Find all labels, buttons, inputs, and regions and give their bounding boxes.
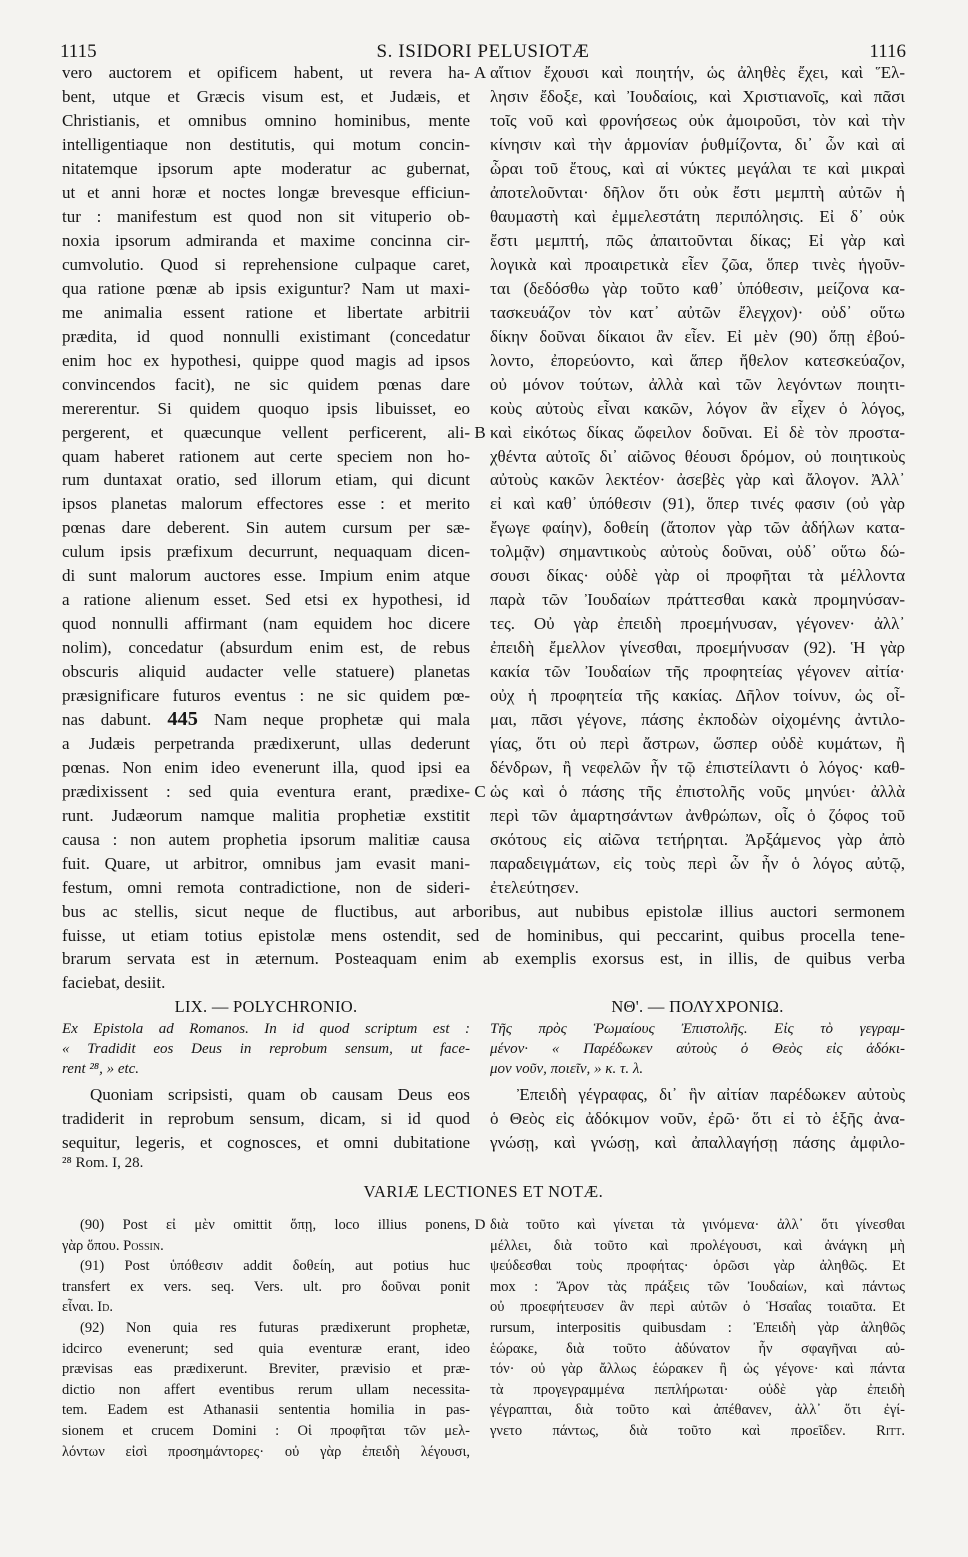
editor-attribution: Possin. (123, 1237, 164, 1254)
greek-line: Ἐπειδὴ γέγραφας, δι᾽ ἣν αἰτίαν παρέδωκεν αὐτοὺς (517, 1085, 905, 1104)
greek-line: αἴτιον ἔχουσι καὶ ποιητήν, ὡς ἀληθὲς ἔχει, καὶ Ἕλ- (490, 63, 905, 82)
greek-letter-subtitle (490, 1019, 905, 1079)
greek-line: ἀποτελοῦνται· δῆλον ὅτι οὐκ ἔστι μεμπτὴ αὐτῶν ἡ (490, 182, 905, 202)
latin-line: a Judæis perpetranda prædixerunt, ullas dederunt (62, 734, 470, 754)
latin-line: tradiderit in reprobum sensum, dicam, si id quod (62, 1109, 470, 1128)
notes-heading: VARIÆ LECTIONES ET NOTÆ. (363, 1182, 604, 1201)
latin-line: ipsos planetas malorum effectores esse : et merito (62, 494, 470, 514)
greek-line: ἔγωγε φαίην), δοθείη (ἄτοπον γὰρ τῶν ἀδήλων κατα- (490, 518, 905, 538)
latin-line: tur : manifestum est quod non sit vituperio ob- (62, 206, 470, 226)
greek-line: δίκην δοῦναι δίκαιοι ἂν εἶεν. Εἰ μὲν (90) ὅπῃ ἐβού- (490, 326, 905, 346)
greek-line: ὧραι τοῦ ἔτους, καὶ αἱ νύκτες μεγάλαι τε καὶ μικραὶ (490, 158, 905, 178)
note-line: τὰ προγεγραμμένα πεπλήρωται· οὐδὲ γὰρ ἐπειδὴ (490, 1381, 905, 1398)
note-line: (90) Post εἰ μὲν omittit ὅπῃ, loco illius ponens, (80, 1217, 470, 1233)
note-line: dictio non affert eventibus rerum ullam necessita- (62, 1381, 470, 1398)
note-line: mox : Ἄρον τὰς πράξεις τῶν Ἰουδαίων, καὶ πάντως (490, 1278, 905, 1295)
running-title: S. ISIDORI PELUSIOTÆ (376, 41, 590, 62)
note-line: μέλλει, διὰ τοῦτο καὶ προλέγουσι, καὶ ἀνάγκη μὴ (490, 1237, 905, 1254)
text-segment: Nam neque prophetæ qui mala (197, 710, 470, 730)
latin-line: intelligentiaque non destitutis, qui motum concin- (62, 134, 470, 154)
latin-line: me animalia essent ratione et libertate arbitrii (62, 302, 470, 322)
latin-line: nolim), concedatur (absurdum enim est, de rebus (62, 638, 470, 658)
subtitle-line: Ex Epistola ad Romanos. In id quod scriptum est : (62, 1021, 470, 1037)
latin-line: brarum servata est in æternum. Posteaquam enim ab exemplis exorsus est, in illis, de quibus verba (62, 949, 905, 969)
latin-continuation (62, 900, 905, 995)
notes-right-column (490, 1215, 905, 1442)
greek-letter-text (490, 1083, 905, 1155)
note-line (62, 1236, 470, 1257)
margin-marker-b: B (474, 422, 486, 442)
note-line: (91) Post ὑπόθεσιν addit δοθείη, aut potius huc (80, 1258, 470, 1275)
latin-line: sequitur, legeris, et cognosces, et omni dubitatione (62, 1133, 470, 1152)
greek-line: περὶ τῶν ἁμαρτησάντων ἀνθρώπων, οἷς ὁ ζόφος τοῦ (490, 806, 905, 826)
subtitle-line: rent ²⁸, » etc. (62, 1061, 140, 1077)
subtitle-line: μον νοῦν, ποιεῖν, » κ. τ. λ. (490, 1061, 644, 1077)
greek-line: ἐπειδὴ ἔμελλον γίνεσθαι, προεμήνυσαν (92). Ἡ γὰρ (490, 638, 905, 658)
page-number-left: 1115 (60, 41, 97, 62)
greek-line: τοῖς νοῦ καὶ φρονήσεως οὐκ ἀμοιροῦσι, τὸν καὶ τὴν (490, 110, 905, 130)
greek-line: λογικὰ καὶ προαιρετικὰ εἶεν ζῶα, ὅπερ τινὲς ἡγοῦν- (490, 254, 905, 274)
latin-line: rum duntaxat oratio, sed illorum etiam, qui dicunt (62, 470, 470, 490)
note-line: tem. Eadem est Athanasii sententia homilia in pas- (62, 1402, 470, 1419)
editor-attribution: Ritt. (876, 1422, 905, 1439)
subtitle-line: μένον· « Παρέδωκεν αὐτοὺς ὁ Θεὸς εἰς ἀδόκι- (490, 1041, 905, 1057)
latin-line: obscuris aliquid audacter velle statuere) planetas (62, 662, 470, 682)
latin-line: enim hoc ex hypothesi, quippe quod magis ad ipsos (62, 350, 470, 370)
latin-line: bent, utque et Græcis visum est, et Judæis, et (62, 86, 470, 106)
latin-line: di sunt malorum auctores esse. Impium enim atque (62, 566, 470, 586)
text-segment: εἶναι. (62, 1299, 98, 1316)
greek-line: εἰ καὶ καθ᾽ ὑπόθεσιν (91), ὅπερ τινές φασιν (οὐ γὰρ (490, 494, 905, 514)
latin-line: pergerent, et quæcunque vellent perficerent, ali- (62, 422, 470, 442)
note-line: ἑώρακε, διὰ τοῦτο ἀδύνατον ἦν σφαγῆναι αὐ- (490, 1340, 905, 1357)
latin-line: vero auctorem et opificem habent, ut revera ha- (62, 63, 470, 82)
latin-line: mererentur. Si quidem quoquo ipsis libuisset, eo (62, 398, 470, 418)
greek-line: μαι, πᾶσι γέγονε, πάσης ἐκποδὼν οἰχομένης ἀντιλο- (490, 710, 905, 730)
latin-line: causa : non autem prophetia ipsorum malitiæ causa (62, 830, 470, 849)
greek-line: ὡς καὶ ὁ πάσης τῆς ἐπιστολῆς νοῦς μηνύει· ἀλλὰ (490, 782, 905, 802)
greek-line: γίας, ὅτι οὐ περὶ ἄστρων, ὥσπερ οὐδὲ κυμάτων, ἢ (490, 734, 905, 754)
margin-marker-a: A (473, 63, 487, 82)
latin-line: cumvolutio. Quod si reprehensione culpaque caret, (62, 254, 470, 274)
latin-column (62, 61, 470, 900)
greek-line: ἔστι μεμπτή, πῶς ἀπαιτοῦνται δίκας; Εἰ γὰρ καὶ (490, 230, 905, 250)
note-line: idcirco evenerunt; sed quia eventuræ erant, ideo (62, 1340, 470, 1357)
note-line: λόντων εἰσὶ προσημάντορες· οὐ γὰρ ἐπειδὴ λέγουσι, (62, 1443, 470, 1460)
greek-line: τασκευάζον τὸν κατ᾽ αὐτῶν ἔλεγχον)· οὐδ᾽ οὕτω (490, 302, 905, 322)
latin-line: pœnas dare deberent. Sin autem cursum per sæ- (62, 518, 470, 538)
note-line: rursum, interpositis quibusdam : Ἐπειδὴ γὰρ ἀληθῶς (490, 1319, 905, 1336)
note-line: sionem et crucem Domini : Οἱ προφῆται τῶν μελ- (62, 1422, 470, 1439)
latin-line: fuit. Quare, ut arbitror, omnibus jam evasit mani- (62, 853, 470, 873)
latin-line: qua ratione pœnæ ab ipsis exiguntur? Nam ut maxi- (62, 278, 470, 298)
note-line: οὐ προεφήτευσεν ἂν περὶ αὐτῶν ὁ Ἡσαΐας τοιαῦτα. Et (490, 1299, 905, 1316)
greek-line: ἐτελεύτησεν. (490, 877, 579, 897)
latin-line: a ratione alienum esset. Sed etsi ex hypothesi, id (62, 590, 470, 610)
note-line: (92) Non quia res futuras prædixerunt prophetæ, (80, 1319, 470, 1336)
subtitle-line: « Tradidit eos Deus in reprobum sensum, ut face- (62, 1041, 470, 1057)
text-segment: γὰρ ὅπου. (62, 1237, 124, 1254)
latin-line: culum ipsis præfixum decurrunt, nequaquam dicen- (62, 542, 470, 562)
note-line: ψεύδεσθαι τοὺς προφήτας· ὁρῶσι γὰρ ἀληθῶς. Et (490, 1258, 905, 1275)
latin-line: fuisse, ut etiam totius epistolæ mens ostendit, sed de hominibus, qui peccarint, quibus procella tene- (62, 925, 905, 945)
greek-line: λησιν ἔδοξε, καὶ Ἰουδαίοις, καὶ Χριστιανοῖς, καὶ πᾶσι (490, 86, 905, 106)
latin-line: quod nonnulli affirmant (nam equidem hoc dicere (62, 614, 470, 634)
greek-line: καὶ εἰκότως δίκας ὤφειλον δοῦναι. Εἰ δὲ τὸν προστα- (490, 422, 905, 442)
greek-line: κακία τῶν Ἰουδαίων τῆς προφητείας γέγονεν αἰτία· (490, 662, 905, 682)
latin-line: festum, omni remota contradictione, non de sideri- (62, 877, 470, 897)
latin-line: ut et anni horæ et noctes longæ brevesque efficiun- (62, 182, 470, 202)
latin-line: bus ac stellis, sicut neque de fluctibus, aut arboribus, aut nubibus epistolæ illius auctori sermonem (62, 902, 905, 921)
greek-line: λοντο, ἐπορεύοντο, καὶ ἅπερ ἤθελον κατεσκεύαζον, (490, 350, 905, 370)
greek-line: παραδειγμάτων, εἰς τοὺς περὶ ὧν ἦν ὁ λόγος αὐτῷ, (490, 853, 905, 873)
latin-letter-text (62, 1083, 470, 1155)
column-number: 445 (167, 708, 198, 731)
note-line: prævisas eas prædixerunt. Breviter, prævisio et præ- (62, 1361, 470, 1378)
notes-left-column (62, 1215, 470, 1462)
subtitle-line: Τῆς πρὸς Ῥωμαίους Ἐπιστολῆς. Εἰς τὸ γεγραμ- (490, 1021, 905, 1037)
note-line (62, 1297, 470, 1318)
margin-marker-d: D (474, 1217, 486, 1233)
greek-line: αὐτοὺς κακῶν λεκτέον· ἀσεβὲς γὰρ καὶ ἄλογον. Ἀλλ᾽ (490, 470, 905, 490)
latin-line: runt. Judæorum namque malitia prophetiæ exstitit (62, 806, 470, 826)
latin-line: convincendos facit), ne sic quidem pœnas dare (62, 374, 470, 394)
editor-attribution: Id. (97, 1299, 113, 1316)
greek-line: σκότους εἰς αἰῶνα τετήρηται. Ἀρξάμενος γὰρ ἀπὸ (490, 830, 905, 849)
note-line: τόν· οὐ γὰρ ἄλλως ἑώρακεν ἢ ὡς γέγονε· καὶ πάντα (490, 1361, 905, 1378)
latin-line: præsignificare futuros eventus : ne sic quidem pœ- (62, 686, 470, 706)
greek-line: κοὺς αὐτοὺς εἶναι κακῶν, λόγον ἂν εἶχεν ὁ λόγος, (490, 398, 905, 418)
greek-column (490, 61, 905, 900)
greek-line: χθέντα αὐτοῖς δι᾽ αἰῶνος θέουσι δρόμον, οὐ ποιητικοὺς (490, 446, 905, 466)
latin-letter-subtitle (62, 1019, 470, 1079)
text-segment: γνετο πάντως, διὰ τοῦτο καὶ προεῖδεν. (490, 1422, 877, 1439)
note-line (490, 1421, 905, 1442)
greek-line: γνώσῃ, καὶ γνώσῃ, καὶ ἀπαλλαγήσῃ πάσης ἀμφιλο- (490, 1133, 905, 1152)
greek-line: παρὰ τῶν Ἰουδαίων πράττεσθαι κακὰ προμηνύσαν- (490, 590, 905, 610)
margin-marker-c: C (474, 782, 486, 802)
greek-line: οὐχ ἡ προφητεία τῆς κακίας. Δῆλον τοίνυν, ὡς οἶ- (490, 686, 905, 706)
latin-line: nitatemque ipsorum apte moderatur ac gubernat, (62, 158, 470, 178)
latin-line: prædixissent : sed quia eventura erant, prædixe- (62, 782, 470, 802)
latin-line: faciebat, desiit. (62, 973, 166, 993)
greek-line: τες. Οὐ γὰρ ἐπειδὴ προεμήνυσαν, γέγονεν· ἀλλ᾽ (490, 614, 905, 634)
footnote: ²⁸ Rom. I, 28. (62, 1155, 144, 1171)
page-number-right: 1116 (869, 41, 906, 62)
text-segment: nas dabunt. (62, 710, 168, 730)
latin-line: quam haberet rationem aut certe speciem non ho- (62, 446, 470, 466)
note-line: transfert ex vers. seq. Vers. ult. pro δοῦναι ponit (62, 1278, 470, 1295)
latin-line: pœnas. Non enim ideo evenerunt illa, quod ipsi ea (62, 758, 470, 778)
greek-line: ται (δεδόσθω γὰρ τοῦτο καθ᾽ ὑπόθεσιν, μείζονα κα- (490, 278, 905, 298)
greek-line: ὁ Θεὸς εἰς ἀδόκιμον νοῦν, ἐρῶ· ὅτι εἰ τὸ ἑξῆς ἀνα- (490, 1109, 905, 1128)
latin-line: Quoniam scripsisti, quam ob causam Deus eos (90, 1085, 470, 1104)
latin-line: Christianis, et omnibus omnino hominibus, mente (62, 110, 470, 130)
latin-letter-heading: LIX. — POLYCHRONIO. (174, 997, 358, 1016)
greek-line: οὐ μόνον τούτων, ἀλλὰ καὶ τῶν λεγόντων ποιητι- (490, 374, 905, 394)
greek-line: κίνησιν καὶ τὴν ἁρμονίαν ῥυθμίζοντα, δι᾽ ὧν καὶ αἱ (490, 134, 905, 154)
greek-letter-heading: ΝΘ'. — ΠΟΛΥΧΡΟΝΙΩ. (611, 997, 784, 1016)
note-line: γέγραπται, διὰ τοῦτο καὶ ἀπέθανεν, ἀλλ᾽ ὅτι ἐγί- (490, 1402, 905, 1419)
greek-line: τολμᾷν) σημαντικοὺς αὐτοὺς δοῦναι, οὐδ᾽ οὕτω δώ- (490, 542, 905, 562)
latin-line: prædita, id quod nonnulli existimant (concedatur (62, 326, 470, 346)
latin-line (62, 708, 470, 732)
greek-line: δένδρων, ἢ νεφελῶν ἦν τῷ ἐπιστείλαντι ὁ λόγος· καθ- (490, 758, 905, 778)
note-line: διὰ τοῦτο καὶ γίνεται τὰ γινόμενα· ἀλλ᾽ ὅτι γίνεσθαι (490, 1217, 905, 1233)
greek-line: σουσι δίκας· οὐδὲ γὰρ οἱ προφῆται τὰ μέλλοντα (490, 566, 905, 586)
greek-line: θαυμαστὴ καὶ ἐμμελεστάτη περιπόλησις. Εἰ δ᾽ οὐκ (490, 206, 905, 226)
latin-line: noxia ipsorum admiranda et maxime concinna cir- (62, 230, 470, 250)
